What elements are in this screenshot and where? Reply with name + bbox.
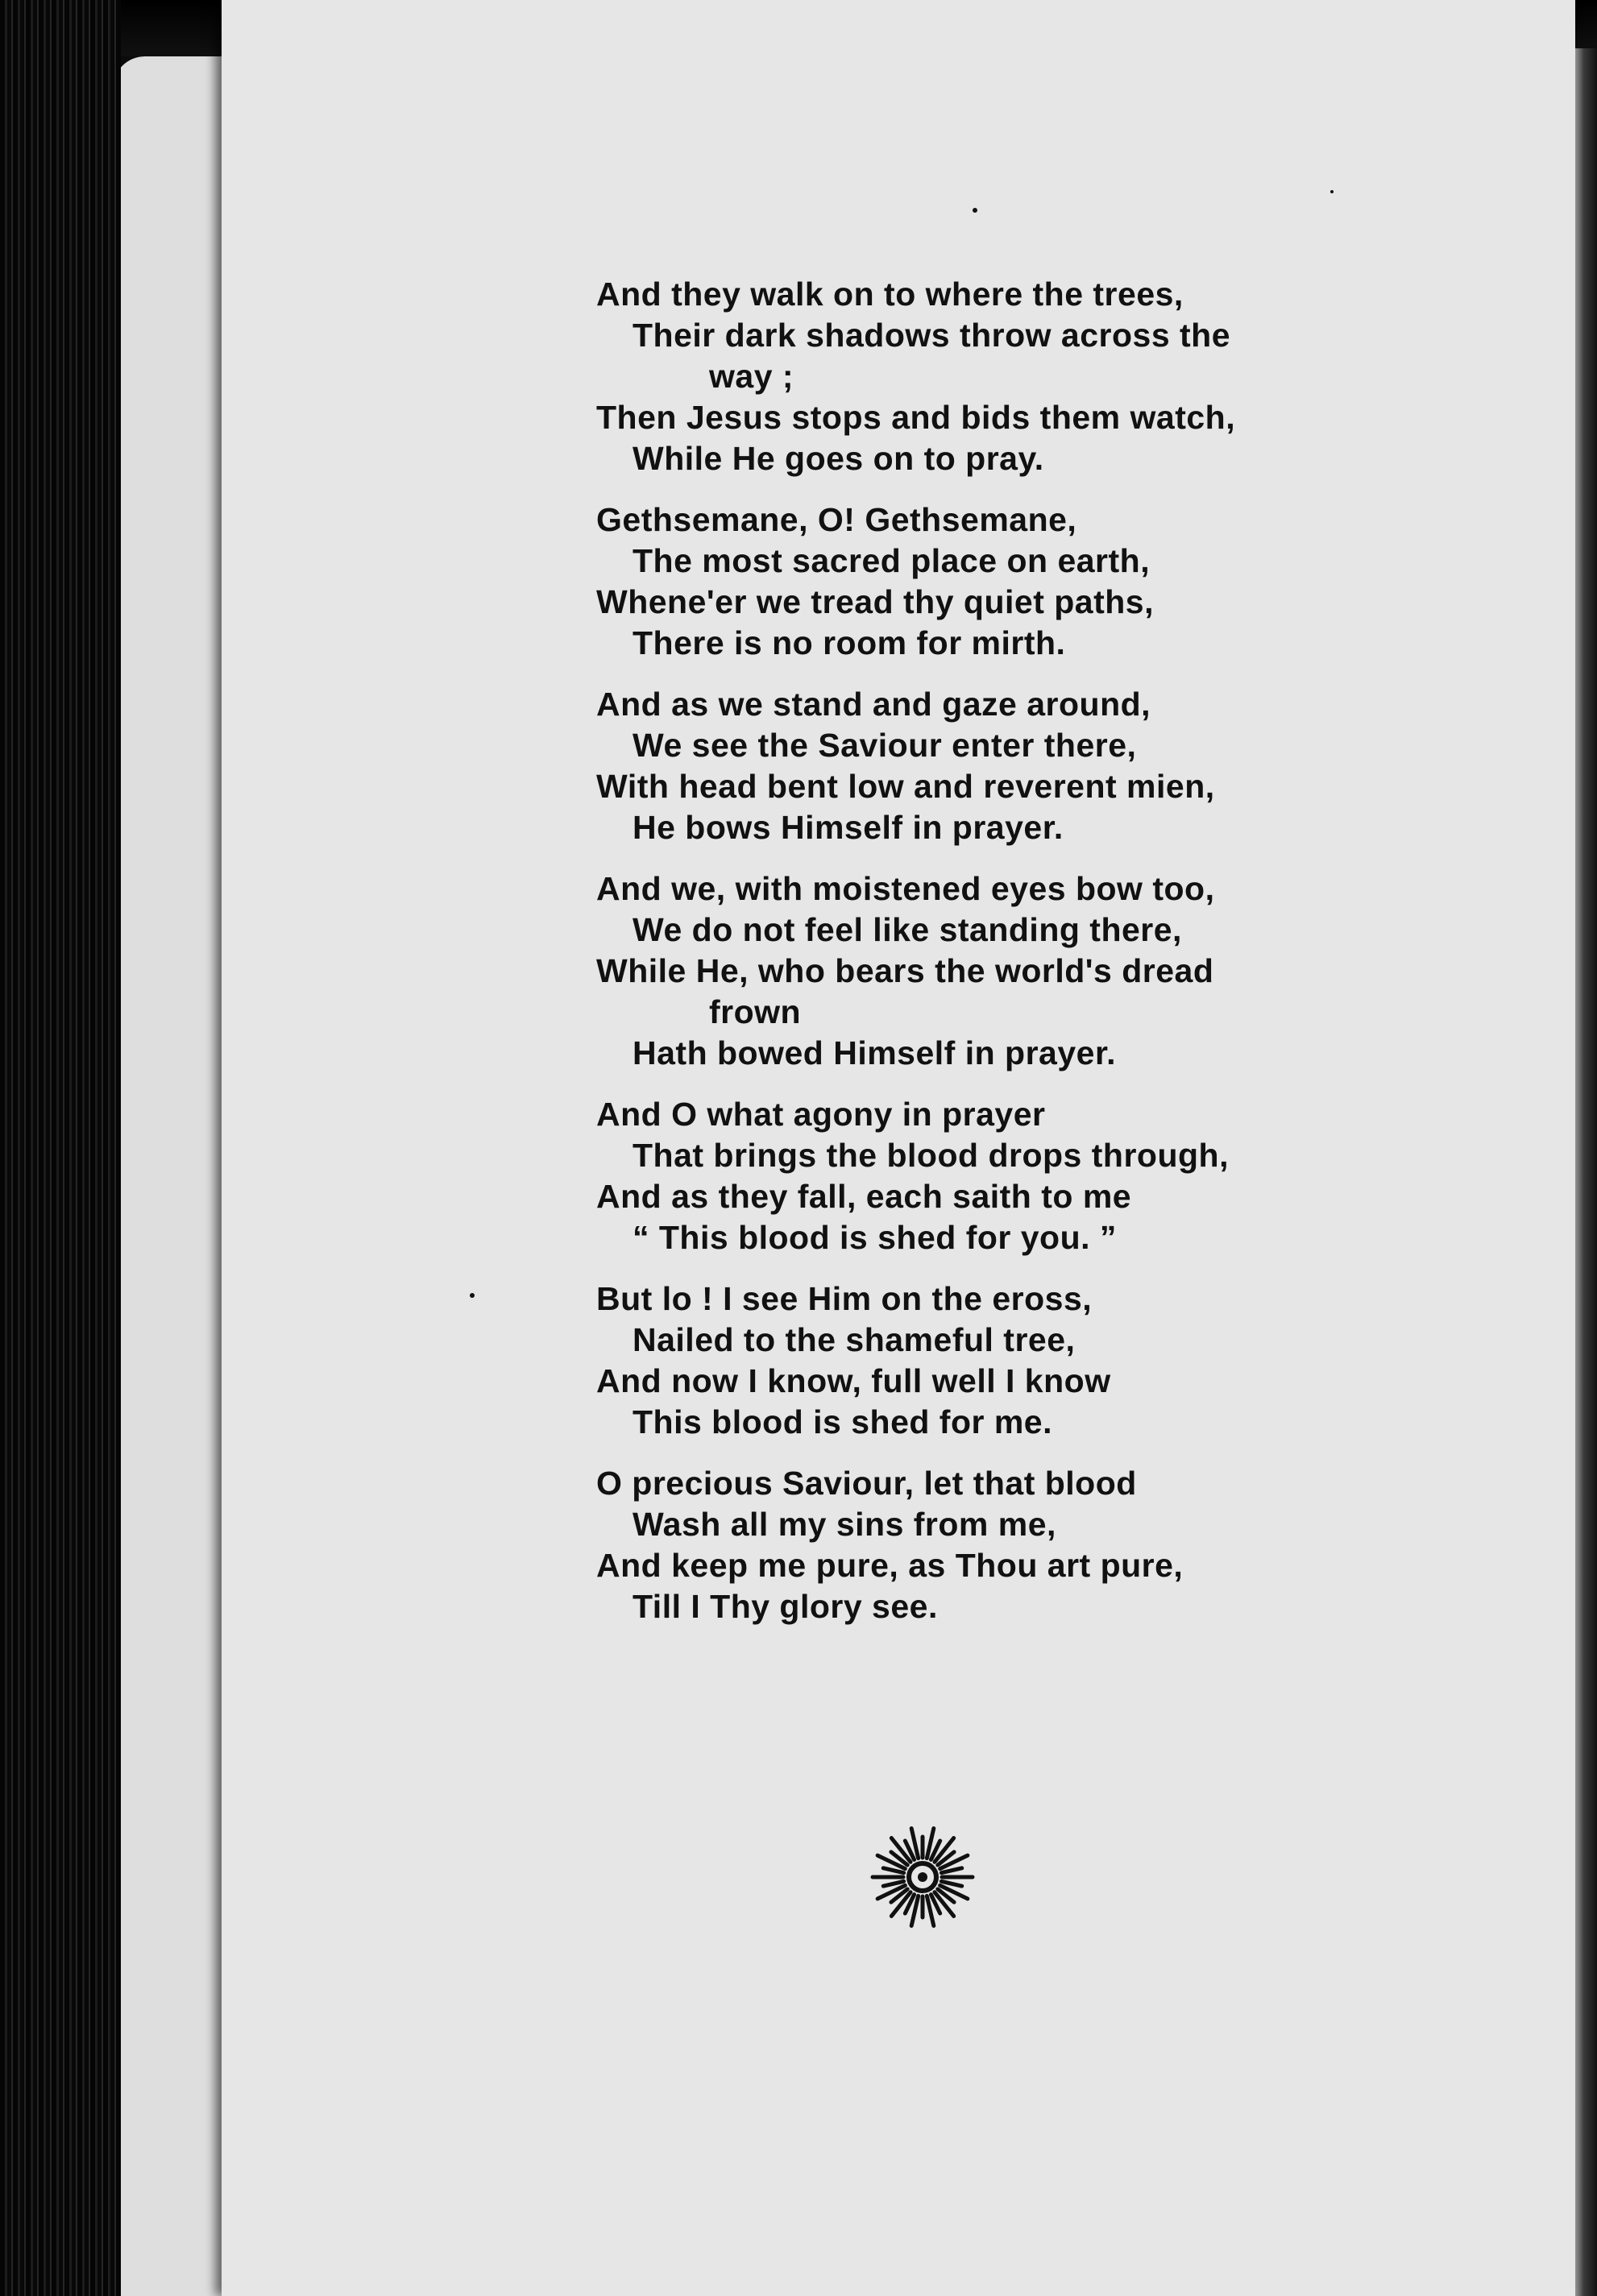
poem-line: Till I Thy glory see. — [633, 1588, 938, 1625]
poem-line: While He goes on to pray. — [633, 440, 1044, 477]
poem-line: And now I know, full well I know — [596, 1362, 1111, 1399]
poem-line: This blood is shed for me. — [633, 1403, 1052, 1440]
poem-line: But lo ! I see Him on the eross, — [596, 1280, 1093, 1317]
stanza — [596, 1279, 1402, 1443]
poem-line: And we, with moistened eyes bow too, — [596, 870, 1215, 907]
poem-line: Then Jesus stops and bids them watch, — [596, 399, 1236, 436]
speck — [1330, 190, 1334, 193]
stanza — [596, 684, 1402, 848]
poem-line: frown — [709, 993, 802, 1030]
poem-line: And as they fall, each saith to me — [596, 1178, 1132, 1215]
poem-line: Whene'er we tread thy quiet paths, — [596, 583, 1154, 620]
book-spine — [0, 0, 121, 2296]
ornament-ray — [883, 1881, 903, 1886]
poem-line: Their dark shadows throw across the — [633, 317, 1231, 354]
stanza — [596, 868, 1402, 1074]
poem-line: And as we stand and gaze around, — [596, 686, 1151, 723]
poem-line: Wash all my sins from me, — [633, 1506, 1056, 1543]
poem-line: Gethsemane, O! Gethsemane, — [596, 501, 1077, 538]
ornament-ray — [941, 1881, 961, 1886]
poem-line: We see the Saviour enter there, — [633, 727, 1137, 764]
poem-line: way ; — [709, 358, 794, 395]
poem-line: That brings the blood drops through, — [633, 1137, 1229, 1174]
poem-line: The most sacred place on earth, — [633, 542, 1151, 579]
poem-line: And O what agony in prayer — [596, 1096, 1046, 1133]
stanza — [596, 499, 1402, 664]
poem-line: He bows Himself in prayer. — [633, 809, 1064, 846]
poem-line: We do not feel like standing there, — [633, 911, 1182, 948]
sunburst-ornament-icon — [870, 1825, 975, 1929]
ornament-ray — [941, 1868, 961, 1873]
poem-line: Hath bowed Himself in prayer. — [633, 1034, 1117, 1071]
stanza — [596, 1094, 1402, 1258]
page-edge — [1575, 48, 1597, 2296]
poem-body — [596, 274, 1402, 1647]
stanza — [596, 274, 1402, 479]
ornament-ray — [883, 1868, 903, 1873]
poem-line: And they walk on to where the trees, — [596, 276, 1184, 313]
poem-line: Nailed to the shameful tree, — [633, 1321, 1076, 1358]
poem-line: With head bent low and reverent mien, — [596, 768, 1215, 805]
poem-line: And keep me pure, as Thou art pure, — [596, 1547, 1184, 1584]
poem-line: There is no room for mirth. — [633, 624, 1066, 661]
stanza — [596, 1463, 1402, 1627]
speck — [470, 1293, 475, 1298]
speck — [973, 208, 977, 213]
poem-line: “ This blood is shed for you. ” — [633, 1219, 1117, 1256]
poem-line: While He, who bears the world's dread — [596, 952, 1214, 989]
poem-line: O precious Saviour, let that blood — [596, 1465, 1137, 1502]
